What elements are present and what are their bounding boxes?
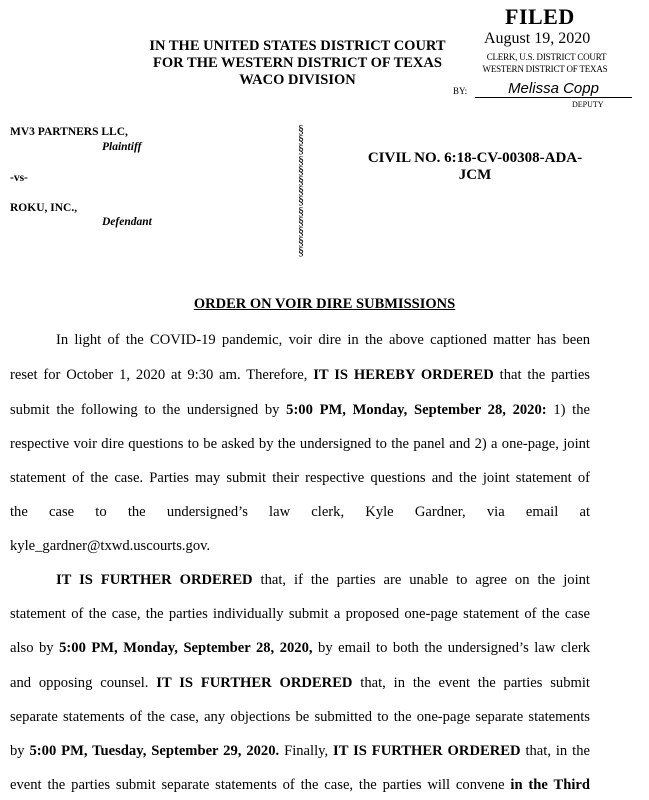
- defendant-name: ROKU, INC.,: [10, 202, 78, 214]
- body-line-12: separate statements of the case, any objections be submitted to the one-page separate statements: [10, 709, 590, 725]
- filed-stamp-date: August 19, 2020: [484, 30, 591, 47]
- body-line-1: In light of the COVID-19 pandemic, voir dire in the above captioned matter has been: [56, 332, 590, 348]
- body-line-9: statement of the case, the parties individually submit a proposed one-page statement of the case: [10, 606, 590, 622]
- body-line-6: the case to the undersigned’s law clerk, Kyle Gardner, via email at: [10, 504, 590, 520]
- defendant-role: Defendant: [102, 216, 152, 228]
- body-line-11: and opposing counsel. IT IS FURTHER ORDERED that, in the event the parties submit: [10, 675, 590, 691]
- filed-stamp-deputy-label: DEPUTY: [572, 100, 604, 109]
- court-header: [140, 38, 455, 89]
- filed-stamp-clerk-line2: WESTERN DISTRICT OF TEXAS: [482, 64, 608, 74]
- body-line-14: event the parties submit separate statements of the case, the parties will convene in the Third: [10, 777, 590, 793]
- filed-stamp-signature: Melissa Copp: [475, 80, 632, 98]
- filed-stamp-title: FILED: [505, 4, 575, 29]
- body-line-8: IT IS FURTHER ORDERED that, if the parties are unable to agree on the joint: [56, 572, 590, 588]
- order-title: ORDER ON VOIR DIRE SUBMISSIONS: [193, 296, 456, 312]
- body-line-5: statement of the case. Parties may submit their respective questions and the joint statement of: [10, 470, 590, 486]
- body-line-13: by 5:00 PM, Tuesday, September 29, 2020. Finally, IT IS FURTHER ORDERED that, in the: [10, 743, 590, 759]
- filed-stamp-clerk-line1: CLERK, U.S. DISTRICT COURT: [486, 52, 607, 62]
- court-header-line2: FOR THE WESTERN DISTRICT OF TEXAS: [153, 55, 442, 71]
- body-line-10: also by 5:00 PM, Monday, September 28, 2020, by email to both the undersigned’s law clerk: [10, 640, 590, 656]
- body-line-3: submit the following to the undersigned by 5:00 PM, Monday, September 28, 2020: 1) the: [10, 402, 590, 418]
- court-header-line1: IN THE UNITED STATES DISTRICT COURT: [149, 38, 446, 54]
- body-line-2: reset for October 1, 2020 at 9:30 am. Therefore, IT IS HEREBY ORDERED that the parties: [10, 367, 590, 383]
- versus-label: -vs-: [10, 172, 28, 184]
- section-marks: § § § § § § § § § § § § §: [298, 122, 304, 259]
- plaintiff-role: Plaintiff: [102, 141, 142, 153]
- court-header-line3: WACO DIVISION: [239, 72, 356, 88]
- body-line-7-email: kyle_gardner@txwd.uscourts.gov.: [10, 538, 211, 554]
- civil-case-number: CIVIL NO. 6:18-CV-00308-ADA- JCM: [367, 150, 583, 183]
- filed-stamp-by-label: BY:: [453, 86, 468, 96]
- plaintiff-name: MV3 PARTNERS LLC,: [10, 126, 128, 138]
- body-line-4: respective voir dire questions to be asked by the undersigned to the panel and 2) a one-page, joint: [10, 436, 590, 452]
